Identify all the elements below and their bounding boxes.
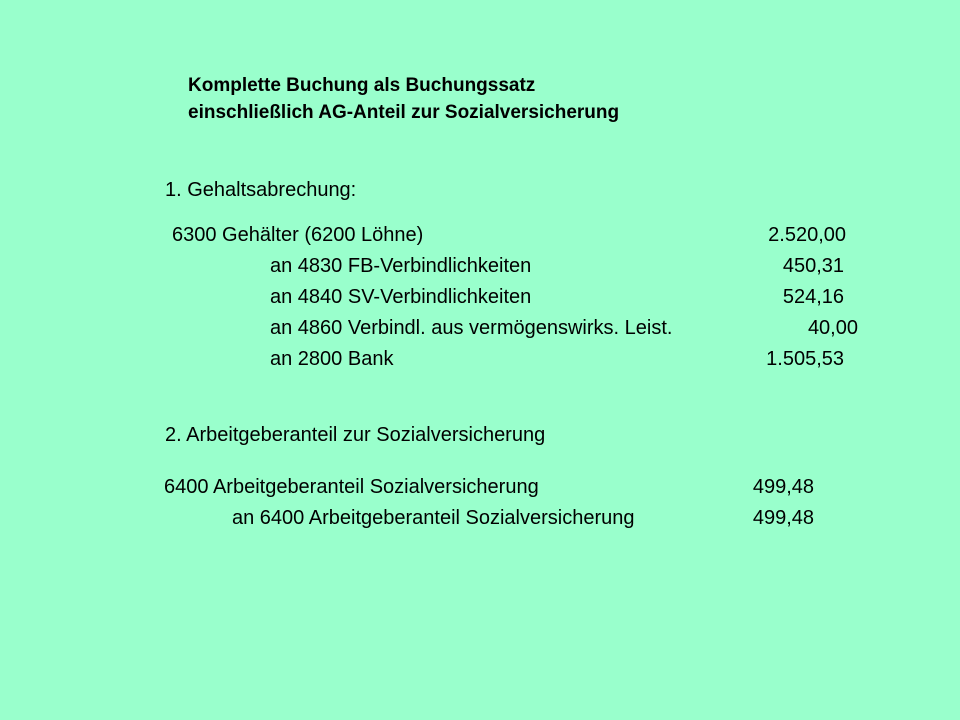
entry-credit-4860 [270, 315, 860, 341]
entry-account: an 2800 Bank [270, 348, 394, 370]
title-line-2: einschließlich AG-Anteil zur Sozialversicherung [188, 102, 620, 123]
entry-credit-2800 [270, 346, 850, 372]
entry-credit-6400 [232, 505, 832, 531]
entry-account: an 4860 Verbindl. aus vermögenswirks. Leist. [270, 317, 673, 339]
entry-account: an 4840 SV-Verbindlichkeiten [270, 286, 532, 308]
entry-account: an 6400 Arbeitgeberanteil Sozialversicherung [232, 507, 635, 529]
section-2-heading: 2. Arbeitgeberanteil zur Sozialversicherung [165, 424, 546, 446]
entry-account: 6300 Gehälter (6200 Löhne) [172, 224, 424, 246]
entry-amount: 450,31 [782, 255, 844, 277]
entry-account: 6400 Arbeitgeberanteil Sozialversicherung [164, 476, 539, 498]
section-1-heading: 1. Gehaltsabrechung: [165, 179, 357, 201]
entry-amount: 40,00 [807, 317, 858, 339]
entry-credit-4830 [270, 253, 850, 279]
entry-debit-6400 [164, 474, 824, 500]
entry-credit-4840 [270, 284, 850, 310]
entry-amount: 524,16 [782, 286, 844, 308]
entry-amount: 499,48 [752, 507, 814, 529]
entry-amount: 1.505,53 [766, 348, 844, 370]
document-title [188, 72, 619, 126]
entry-debit-salaries [172, 222, 852, 248]
title-line-1: Komplette Buchung als Buchungssatz [188, 75, 536, 96]
entry-amount: 2.520,00 [768, 224, 846, 246]
entry-amount: 499,48 [752, 476, 814, 498]
entry-account: an 4830 FB-Verbindlichkeiten [270, 255, 532, 277]
